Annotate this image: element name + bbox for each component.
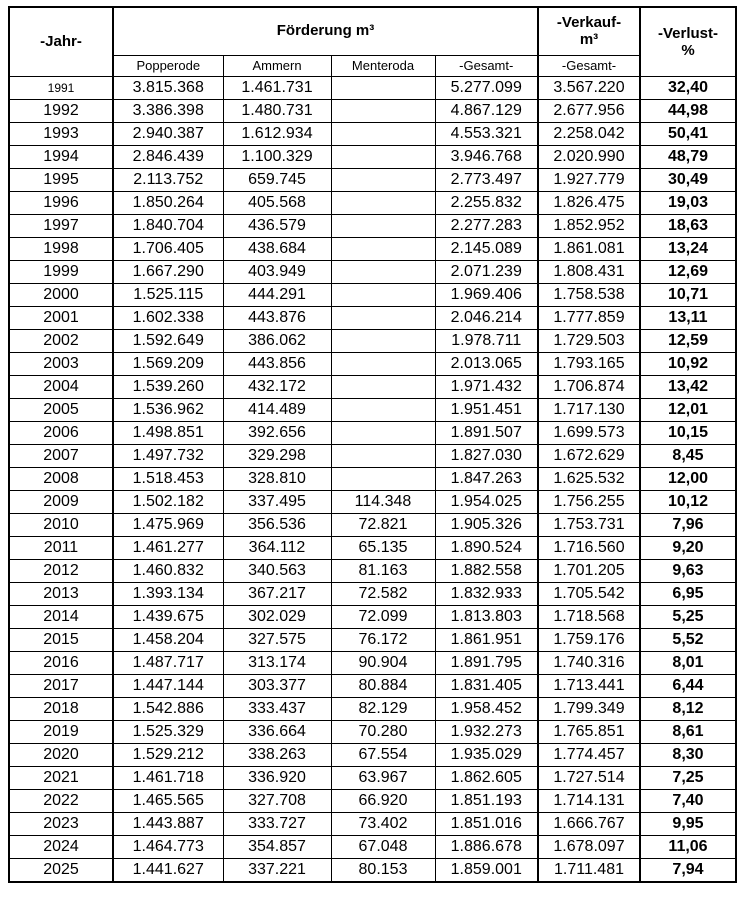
cell-verlust: 11,06 xyxy=(640,836,736,859)
cell-menteroda xyxy=(331,192,435,215)
cell-verlust: 9,20 xyxy=(640,537,736,560)
table-row xyxy=(9,836,736,859)
cell-ammern: 438.684 xyxy=(223,238,331,261)
table-row xyxy=(9,422,736,445)
cell-menteroda: 67.554 xyxy=(331,744,435,767)
cell-gesamt-verkauf: 1.759.176 xyxy=(538,629,640,652)
cell-gesamt-verkauf: 1.714.131 xyxy=(538,790,640,813)
cell-verlust: 48,79 xyxy=(640,146,736,169)
cell-year: 1992 xyxy=(9,100,113,123)
table-row xyxy=(9,859,736,883)
table-row xyxy=(9,445,736,468)
cell-verlust: 13,24 xyxy=(640,238,736,261)
header-verlust-line2: % xyxy=(681,42,695,59)
cell-popperode: 1.539.260 xyxy=(113,376,223,399)
table-row xyxy=(9,675,736,698)
cell-gesamt-foerderung: 1.954.025 xyxy=(435,491,538,514)
cell-verlust: 7,96 xyxy=(640,514,736,537)
cell-gesamt-verkauf: 1.705.542 xyxy=(538,583,640,606)
cell-popperode: 1.592.649 xyxy=(113,330,223,353)
cell-verlust: 9,95 xyxy=(640,813,736,836)
cell-gesamt-verkauf: 1.765.851 xyxy=(538,721,640,744)
cell-popperode: 1.602.338 xyxy=(113,307,223,330)
cell-gesamt-foerderung: 1.891.507 xyxy=(435,422,538,445)
cell-year: 2009 xyxy=(9,491,113,514)
cell-gesamt-foerderung: 1.958.452 xyxy=(435,698,538,721)
cell-gesamt-verkauf: 1.706.874 xyxy=(538,376,640,399)
header-verkauf-line2: m³ xyxy=(579,31,599,49)
cell-popperode: 1.525.115 xyxy=(113,284,223,307)
cell-year: 2017 xyxy=(9,675,113,698)
cell-year: 2024 xyxy=(9,836,113,859)
table-body xyxy=(9,77,736,883)
cell-gesamt-verkauf: 2.677.956 xyxy=(538,100,640,123)
cell-gesamt-foerderung: 1.859.001 xyxy=(435,859,538,883)
cell-gesamt-verkauf: 3.567.220 xyxy=(538,77,640,100)
cell-gesamt-verkauf: 1.852.952 xyxy=(538,215,640,238)
cell-menteroda: 81.163 xyxy=(331,560,435,583)
cell-gesamt-foerderung: 1.851.193 xyxy=(435,790,538,813)
cell-year: 1999 xyxy=(9,261,113,284)
cell-gesamt-verkauf: 1.678.097 xyxy=(538,836,640,859)
cell-verlust: 19,03 xyxy=(640,192,736,215)
cell-ammern: 338.263 xyxy=(223,744,331,767)
cell-verlust: 12,59 xyxy=(640,330,736,353)
cell-verlust: 8,12 xyxy=(640,698,736,721)
cell-gesamt-verkauf: 1.758.538 xyxy=(538,284,640,307)
table-row xyxy=(9,537,736,560)
cell-popperode: 1.393.134 xyxy=(113,583,223,606)
cell-verlust: 7,25 xyxy=(640,767,736,790)
cell-menteroda: 80.153 xyxy=(331,859,435,883)
cell-gesamt-foerderung: 1.851.016 xyxy=(435,813,538,836)
cell-year: 2016 xyxy=(9,652,113,675)
cell-popperode: 1.439.675 xyxy=(113,606,223,629)
cell-ammern: 313.174 xyxy=(223,652,331,675)
table-row xyxy=(9,238,736,261)
cell-menteroda xyxy=(331,77,435,100)
cell-popperode: 1.458.204 xyxy=(113,629,223,652)
cell-gesamt-foerderung: 1.862.605 xyxy=(435,767,538,790)
cell-gesamt-foerderung: 1.813.803 xyxy=(435,606,538,629)
table-row xyxy=(9,215,736,238)
cell-ammern: 333.727 xyxy=(223,813,331,836)
cell-year: 2014 xyxy=(9,606,113,629)
cell-menteroda: 82.129 xyxy=(331,698,435,721)
header-jahr: -Jahr- xyxy=(9,7,113,77)
cell-year: 2018 xyxy=(9,698,113,721)
cell-gesamt-verkauf: 1.729.503 xyxy=(538,330,640,353)
cell-menteroda xyxy=(331,238,435,261)
cell-popperode: 1.529.212 xyxy=(113,744,223,767)
cell-ammern: 337.495 xyxy=(223,491,331,514)
header-verkauf-line1: -Verkauf- xyxy=(556,14,622,32)
cell-year: 1995 xyxy=(9,169,113,192)
cell-popperode: 1.840.704 xyxy=(113,215,223,238)
cell-year: 1997 xyxy=(9,215,113,238)
table-row xyxy=(9,698,736,721)
cell-ammern: 302.029 xyxy=(223,606,331,629)
header-row-sub xyxy=(9,55,736,76)
cell-ammern: 303.377 xyxy=(223,675,331,698)
cell-popperode: 1.461.277 xyxy=(113,537,223,560)
cell-ammern: 659.745 xyxy=(223,169,331,192)
table-row xyxy=(9,491,736,514)
table-row xyxy=(9,100,736,123)
table-row xyxy=(9,399,736,422)
cell-menteroda xyxy=(331,169,435,192)
cell-gesamt-verkauf: 1.711.481 xyxy=(538,859,640,883)
cell-gesamt-verkauf: 1.808.431 xyxy=(538,261,640,284)
cell-verlust: 8,01 xyxy=(640,652,736,675)
cell-ammern: 1.100.329 xyxy=(223,146,331,169)
cell-ammern: 337.221 xyxy=(223,859,331,883)
cell-year: 2021 xyxy=(9,767,113,790)
table-row xyxy=(9,307,736,330)
cell-ammern: 403.949 xyxy=(223,261,331,284)
cell-ammern: 340.563 xyxy=(223,560,331,583)
cell-gesamt-verkauf: 1.716.560 xyxy=(538,537,640,560)
cell-verlust: 10,71 xyxy=(640,284,736,307)
cell-verlust: 12,01 xyxy=(640,399,736,422)
cell-gesamt-verkauf: 2.258.042 xyxy=(538,123,640,146)
header-row-main xyxy=(9,7,736,55)
cell-menteroda: 114.348 xyxy=(331,491,435,514)
cell-year: 2007 xyxy=(9,445,113,468)
cell-year: 2019 xyxy=(9,721,113,744)
table-row xyxy=(9,652,736,675)
cell-gesamt-verkauf: 1.666.767 xyxy=(538,813,640,836)
cell-menteroda: 80.884 xyxy=(331,675,435,698)
header-gesamt-foerderung: -Gesamt- xyxy=(435,55,538,76)
cell-gesamt-foerderung: 1.827.030 xyxy=(435,445,538,468)
cell-year: 2022 xyxy=(9,790,113,813)
cell-gesamt-verkauf: 1.625.532 xyxy=(538,468,640,491)
cell-year: 2002 xyxy=(9,330,113,353)
water-statistics-table xyxy=(8,6,737,883)
cell-ammern: 432.172 xyxy=(223,376,331,399)
cell-ammern: 443.876 xyxy=(223,307,331,330)
cell-ammern: 354.857 xyxy=(223,836,331,859)
cell-gesamt-foerderung: 2.277.283 xyxy=(435,215,538,238)
cell-gesamt-verkauf: 1.793.165 xyxy=(538,353,640,376)
header-verlust-line1: -Verlust- xyxy=(657,25,718,42)
cell-gesamt-foerderung: 1.831.405 xyxy=(435,675,538,698)
cell-ammern: 364.112 xyxy=(223,537,331,560)
cell-gesamt-verkauf: 1.717.130 xyxy=(538,399,640,422)
cell-popperode: 3.386.398 xyxy=(113,100,223,123)
cell-ammern: 327.708 xyxy=(223,790,331,813)
cell-menteroda xyxy=(331,376,435,399)
cell-gesamt-foerderung: 1.932.273 xyxy=(435,721,538,744)
cell-menteroda: 90.904 xyxy=(331,652,435,675)
cell-year: 2013 xyxy=(9,583,113,606)
cell-verlust: 8,61 xyxy=(640,721,736,744)
cell-gesamt-foerderung: 2.071.239 xyxy=(435,261,538,284)
cell-gesamt-foerderung: 1.935.029 xyxy=(435,744,538,767)
table-row xyxy=(9,606,736,629)
cell-menteroda xyxy=(331,284,435,307)
cell-menteroda: 72.099 xyxy=(331,606,435,629)
cell-popperode: 1.502.182 xyxy=(113,491,223,514)
cell-menteroda xyxy=(331,146,435,169)
cell-ammern: 333.437 xyxy=(223,698,331,721)
cell-verlust: 9,63 xyxy=(640,560,736,583)
cell-popperode: 1.461.718 xyxy=(113,767,223,790)
cell-year: 2000 xyxy=(9,284,113,307)
cell-popperode: 1.497.732 xyxy=(113,445,223,468)
cell-gesamt-verkauf: 1.756.255 xyxy=(538,491,640,514)
cell-menteroda xyxy=(331,468,435,491)
cell-popperode: 1.487.717 xyxy=(113,652,223,675)
cell-popperode: 1.667.290 xyxy=(113,261,223,284)
header-menteroda: Menteroda xyxy=(331,55,435,76)
table-header xyxy=(9,7,736,77)
cell-year: 2012 xyxy=(9,560,113,583)
cell-gesamt-foerderung: 1.861.951 xyxy=(435,629,538,652)
cell-popperode: 1.569.209 xyxy=(113,353,223,376)
cell-verlust: 6,95 xyxy=(640,583,736,606)
cell-popperode: 1.525.329 xyxy=(113,721,223,744)
cell-popperode: 1.518.453 xyxy=(113,468,223,491)
table-row xyxy=(9,192,736,215)
cell-gesamt-foerderung: 3.946.768 xyxy=(435,146,538,169)
cell-gesamt-foerderung: 4.553.321 xyxy=(435,123,538,146)
cell-year: 2005 xyxy=(9,399,113,422)
table-row xyxy=(9,77,736,100)
cell-popperode: 1.447.144 xyxy=(113,675,223,698)
cell-gesamt-foerderung: 1.882.558 xyxy=(435,560,538,583)
cell-gesamt-verkauf: 1.861.081 xyxy=(538,238,640,261)
cell-year: 2023 xyxy=(9,813,113,836)
cell-gesamt-verkauf: 1.699.573 xyxy=(538,422,640,445)
cell-year: 1991 xyxy=(9,77,113,100)
header-foerderung: Förderung m³ xyxy=(113,7,538,55)
cell-menteroda: 65.135 xyxy=(331,537,435,560)
table-row xyxy=(9,376,736,399)
cell-popperode: 1.475.969 xyxy=(113,514,223,537)
cell-gesamt-foerderung: 1.886.678 xyxy=(435,836,538,859)
cell-year: 2020 xyxy=(9,744,113,767)
cell-menteroda xyxy=(331,353,435,376)
cell-ammern: 392.656 xyxy=(223,422,331,445)
table-row xyxy=(9,767,736,790)
cell-year: 1994 xyxy=(9,146,113,169)
cell-ammern: 405.568 xyxy=(223,192,331,215)
cell-ammern: 327.575 xyxy=(223,629,331,652)
cell-menteroda xyxy=(331,123,435,146)
cell-gesamt-foerderung: 5.277.099 xyxy=(435,77,538,100)
cell-verlust: 32,40 xyxy=(640,77,736,100)
cell-gesamt-verkauf: 2.020.990 xyxy=(538,146,640,169)
table-row xyxy=(9,284,736,307)
cell-menteroda: 76.172 xyxy=(331,629,435,652)
cell-year: 1996 xyxy=(9,192,113,215)
cell-gesamt-verkauf: 1.727.514 xyxy=(538,767,640,790)
cell-menteroda: 72.821 xyxy=(331,514,435,537)
cell-menteroda xyxy=(331,307,435,330)
cell-ammern: 336.664 xyxy=(223,721,331,744)
data-table-container xyxy=(8,6,737,883)
cell-menteroda: 72.582 xyxy=(331,583,435,606)
cell-ammern: 336.920 xyxy=(223,767,331,790)
cell-verlust: 13,42 xyxy=(640,376,736,399)
cell-ammern: 386.062 xyxy=(223,330,331,353)
cell-verlust: 10,12 xyxy=(640,491,736,514)
cell-popperode: 1.542.886 xyxy=(113,698,223,721)
table-row xyxy=(9,744,736,767)
cell-gesamt-foerderung: 1.969.406 xyxy=(435,284,538,307)
table-row xyxy=(9,261,736,284)
cell-verlust: 12,69 xyxy=(640,261,736,284)
cell-menteroda xyxy=(331,100,435,123)
cell-popperode: 2.113.752 xyxy=(113,169,223,192)
table-row xyxy=(9,123,736,146)
cell-ammern: 1.480.731 xyxy=(223,100,331,123)
cell-menteroda: 66.920 xyxy=(331,790,435,813)
cell-year: 2006 xyxy=(9,422,113,445)
header-popperode: Popperode xyxy=(113,55,223,76)
table-row xyxy=(9,790,736,813)
cell-ammern: 367.217 xyxy=(223,583,331,606)
cell-year: 1998 xyxy=(9,238,113,261)
header-ammern: Ammern xyxy=(223,55,331,76)
cell-ammern: 414.489 xyxy=(223,399,331,422)
cell-popperode: 3.815.368 xyxy=(113,77,223,100)
cell-popperode: 1.464.773 xyxy=(113,836,223,859)
cell-gesamt-verkauf: 1.826.475 xyxy=(538,192,640,215)
cell-verlust: 7,40 xyxy=(640,790,736,813)
cell-menteroda xyxy=(331,330,435,353)
cell-gesamt-foerderung: 2.773.497 xyxy=(435,169,538,192)
cell-verlust: 7,94 xyxy=(640,859,736,883)
cell-ammern: 1.612.934 xyxy=(223,123,331,146)
cell-verlust: 44,98 xyxy=(640,100,736,123)
cell-menteroda: 70.280 xyxy=(331,721,435,744)
cell-menteroda xyxy=(331,445,435,468)
cell-menteroda xyxy=(331,215,435,238)
table-row xyxy=(9,583,736,606)
cell-ammern: 1.461.731 xyxy=(223,77,331,100)
cell-menteroda: 73.402 xyxy=(331,813,435,836)
cell-gesamt-foerderung: 1.891.795 xyxy=(435,652,538,675)
cell-verlust: 5,25 xyxy=(640,606,736,629)
cell-gesamt-verkauf: 1.718.568 xyxy=(538,606,640,629)
cell-popperode: 2.940.387 xyxy=(113,123,223,146)
table-row xyxy=(9,560,736,583)
table-row xyxy=(9,468,736,491)
cell-verlust: 10,15 xyxy=(640,422,736,445)
cell-year: 2010 xyxy=(9,514,113,537)
cell-gesamt-verkauf: 1.774.457 xyxy=(538,744,640,767)
cell-verlust: 8,30 xyxy=(640,744,736,767)
table-row xyxy=(9,629,736,652)
header-gesamt-verkauf: -Gesamt- xyxy=(538,55,640,76)
cell-menteroda xyxy=(331,399,435,422)
cell-popperode: 2.846.439 xyxy=(113,146,223,169)
cell-menteroda xyxy=(331,261,435,284)
cell-gesamt-foerderung: 1.971.432 xyxy=(435,376,538,399)
cell-gesamt-foerderung: 2.013.065 xyxy=(435,353,538,376)
cell-verlust: 6,44 xyxy=(640,675,736,698)
cell-popperode: 1.460.832 xyxy=(113,560,223,583)
cell-gesamt-verkauf: 1.701.205 xyxy=(538,560,640,583)
cell-gesamt-foerderung: 1.847.263 xyxy=(435,468,538,491)
table-row xyxy=(9,169,736,192)
table-row xyxy=(9,721,736,744)
cell-verlust: 50,41 xyxy=(640,123,736,146)
cell-verlust: 8,45 xyxy=(640,445,736,468)
cell-ammern: 443.856 xyxy=(223,353,331,376)
cell-popperode: 1.443.887 xyxy=(113,813,223,836)
cell-popperode: 1.465.565 xyxy=(113,790,223,813)
cell-ammern: 436.579 xyxy=(223,215,331,238)
cell-gesamt-foerderung: 2.145.089 xyxy=(435,238,538,261)
table-row xyxy=(9,514,736,537)
cell-gesamt-verkauf: 1.672.629 xyxy=(538,445,640,468)
cell-verlust: 18,63 xyxy=(640,215,736,238)
table-row xyxy=(9,813,736,836)
cell-gesamt-verkauf: 1.713.441 xyxy=(538,675,640,698)
cell-gesamt-foerderung: 2.046.214 xyxy=(435,307,538,330)
table-row xyxy=(9,146,736,169)
cell-year: 2001 xyxy=(9,307,113,330)
cell-gesamt-foerderung: 1.905.326 xyxy=(435,514,538,537)
cell-gesamt-foerderung: 1.951.451 xyxy=(435,399,538,422)
table-row xyxy=(9,353,736,376)
header-verkauf xyxy=(538,7,640,55)
cell-year: 2004 xyxy=(9,376,113,399)
cell-gesamt-verkauf: 1.927.779 xyxy=(538,169,640,192)
cell-ammern: 356.536 xyxy=(223,514,331,537)
cell-ammern: 328.810 xyxy=(223,468,331,491)
cell-year: 1993 xyxy=(9,123,113,146)
cell-gesamt-verkauf: 1.740.316 xyxy=(538,652,640,675)
cell-popperode: 1.706.405 xyxy=(113,238,223,261)
cell-ammern: 329.298 xyxy=(223,445,331,468)
cell-year: 2011 xyxy=(9,537,113,560)
cell-year: 2025 xyxy=(9,859,113,883)
cell-ammern: 444.291 xyxy=(223,284,331,307)
cell-verlust: 5,52 xyxy=(640,629,736,652)
cell-popperode: 1.536.962 xyxy=(113,399,223,422)
cell-gesamt-foerderung: 1.978.711 xyxy=(435,330,538,353)
cell-year: 2003 xyxy=(9,353,113,376)
cell-menteroda: 67.048 xyxy=(331,836,435,859)
cell-verlust: 13,11 xyxy=(640,307,736,330)
cell-gesamt-foerderung: 4.867.129 xyxy=(435,100,538,123)
cell-gesamt-foerderung: 1.890.524 xyxy=(435,537,538,560)
cell-verlust: 12,00 xyxy=(640,468,736,491)
cell-menteroda xyxy=(331,422,435,445)
cell-popperode: 1.850.264 xyxy=(113,192,223,215)
cell-popperode: 1.498.851 xyxy=(113,422,223,445)
cell-year: 2015 xyxy=(9,629,113,652)
cell-gesamt-verkauf: 1.799.349 xyxy=(538,698,640,721)
cell-gesamt-foerderung: 2.255.832 xyxy=(435,192,538,215)
cell-gesamt-verkauf: 1.753.731 xyxy=(538,514,640,537)
cell-gesamt-foerderung: 1.832.933 xyxy=(435,583,538,606)
cell-popperode: 1.441.627 xyxy=(113,859,223,883)
cell-verlust: 30,49 xyxy=(640,169,736,192)
cell-gesamt-verkauf: 1.777.859 xyxy=(538,307,640,330)
header-verlust xyxy=(640,7,736,77)
table-row xyxy=(9,330,736,353)
cell-year: 2008 xyxy=(9,468,113,491)
cell-menteroda: 63.967 xyxy=(331,767,435,790)
cell-verlust: 10,92 xyxy=(640,353,736,376)
